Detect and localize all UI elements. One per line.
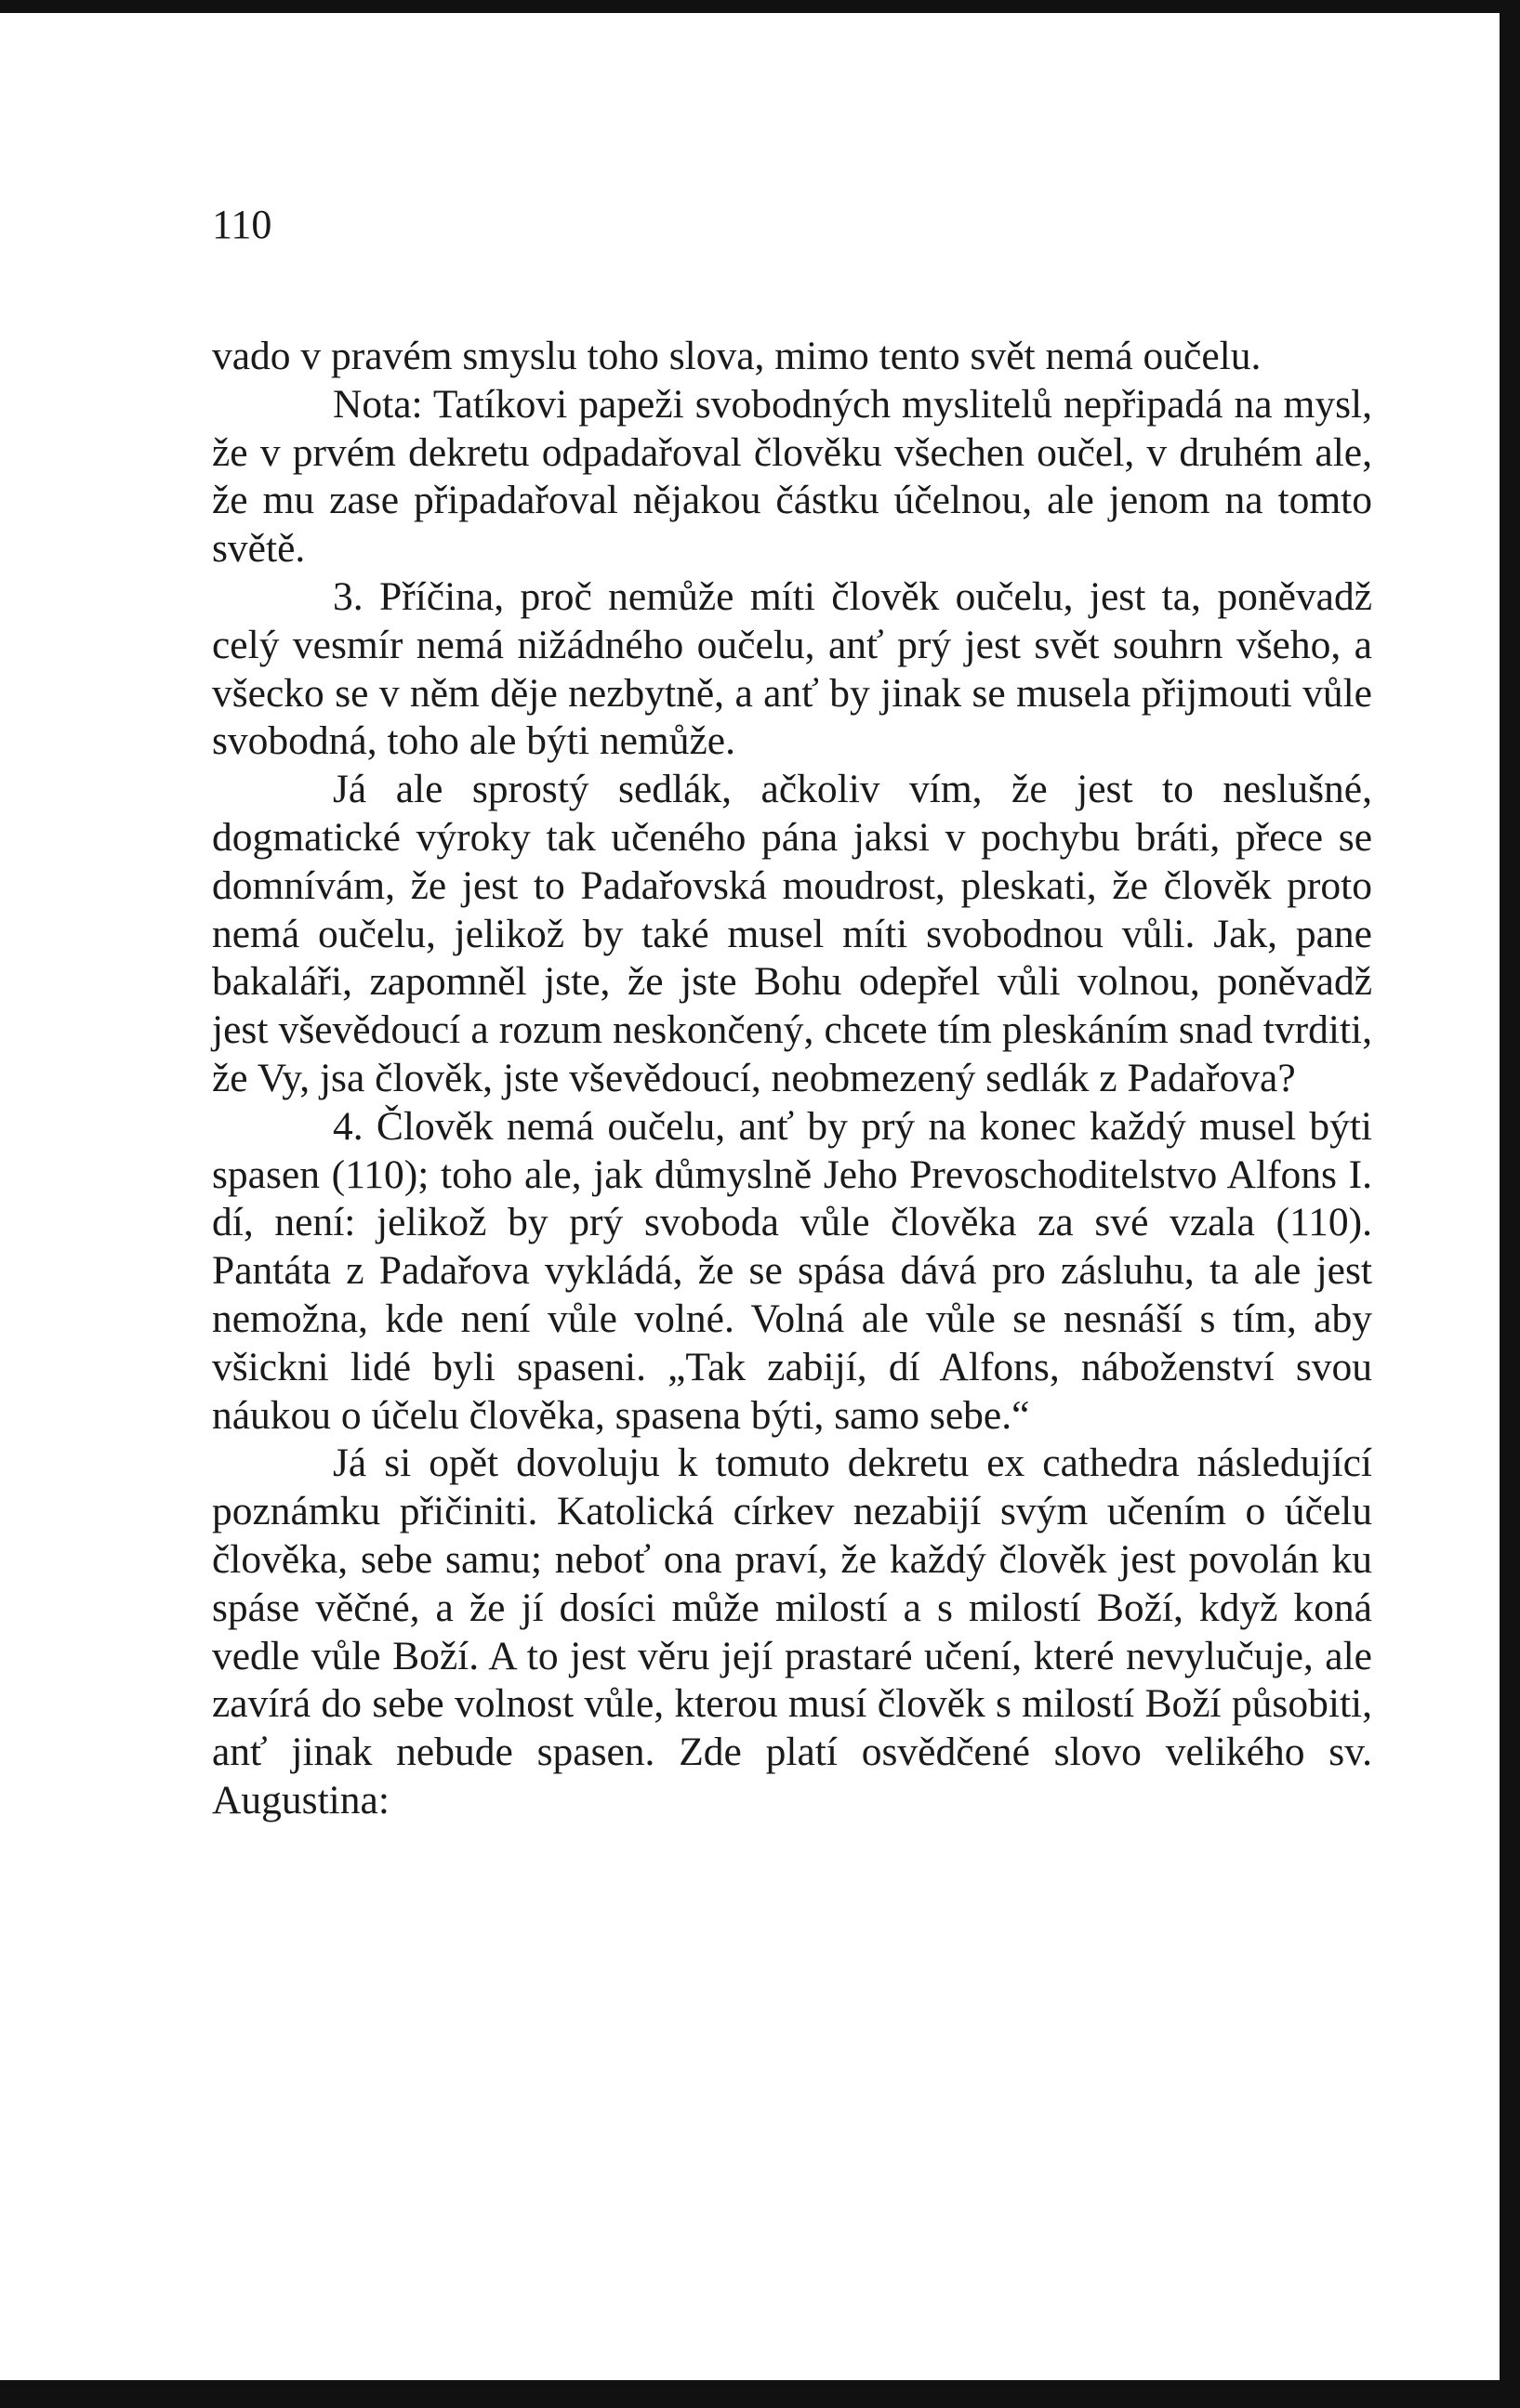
scan-border-bottom <box>0 2380 1520 2408</box>
scan-border-right <box>1500 0 1520 2408</box>
paragraph-nota: Nota: Tatíkovi papeži svobodných myslitelů nepřipadá na mysl, že v prvém dekretu odpadařoval člověku všechen oučel, v druhém ale, že mu zase připadařoval nějakou částku účelnou, ale jenom na tomto světě. <box>212 381 1372 572</box>
paragraph-point-3: 3. Příčina, proč nemůže míti člověk oučelu, jest ta, poněvadž celý vesmír nemá nižádného oučelu, anť prý jest svět souhrn všeho, a všecko se v něm děje nezbytně, a anť by jinak se musela přijmouti vůle svobodná, toho ale býti nemůže. <box>212 573 1372 764</box>
paragraph-remark: Já si opět dovoluju k tomuto dekretu ex cathedra následující poznámku přičiniti. Katolická církev nezabijí svým učením o účelu člověka, sebe samu; neboť ona praví, že každý člověk jest povolán ku spáse věčné, a že jí dosíci může milostí a s milostí Boží, když koná vedle vůle Boží. A to jest věru její prastaré učení, které nevylučuje, ale zavírá do sebe volnost vůle, kterou musí člověk s milostí Boží působiti, anť jinak nebude spasen. Zde platí osvědčené slovo velikého sv. Augustina: <box>212 1441 1372 1822</box>
paragraph-continuation: vado v pravém smyslu toho slova, mimo tento svět nemá oučelu. <box>212 334 1262 378</box>
page-text <box>212 333 1372 1825</box>
book-page <box>212 197 1372 1825</box>
paragraph-point-4: 4. Člověk nemá oučelu, anť by prý na konec každý musel býti spasen (110); toho ale, jak důmyslně Jeho Prevoschoditelstvo Alfons I. dí, není: jelikož by prý svoboda vůle člověka za své vzala (110). Pantáta z Padařova vykládá, že se spása dává pro zásluhu, ta ale jest nemožna, kde není vůle volné. Volná ale vůle se nesnáší s tím, aby všickni lidé byli spaseni. „Tak zabijí, dí Alfons, náboženství svou náukou o účelu člověka, spasena býti, samo sebe.“ <box>212 1103 1372 1438</box>
page-number: 110 <box>212 202 272 247</box>
paragraph-response: Já ale sprostý sedlák, ačkoliv vím, že jest to neslušné, dogmatické výroky tak učeného pána jaksi v pochybu bráti, přece se domnívám, že jest to Padařovská moudrost, pleskati, že člověk proto nemá oučelu, jelikož by také musel míti svobodnou vůli. Jak, pane bakaláři, zapomněl jste, že jste Bohu odepřel vůli volnou, poněvadž jest vševědoucí a rozum neskončený, chcete tím pleskáním snad tvrditi, že Vy, jsa člověk, jste vševědoucí, neobmezený sedlák z Padařova? <box>212 767 1372 1100</box>
scan-border-top <box>0 0 1520 13</box>
